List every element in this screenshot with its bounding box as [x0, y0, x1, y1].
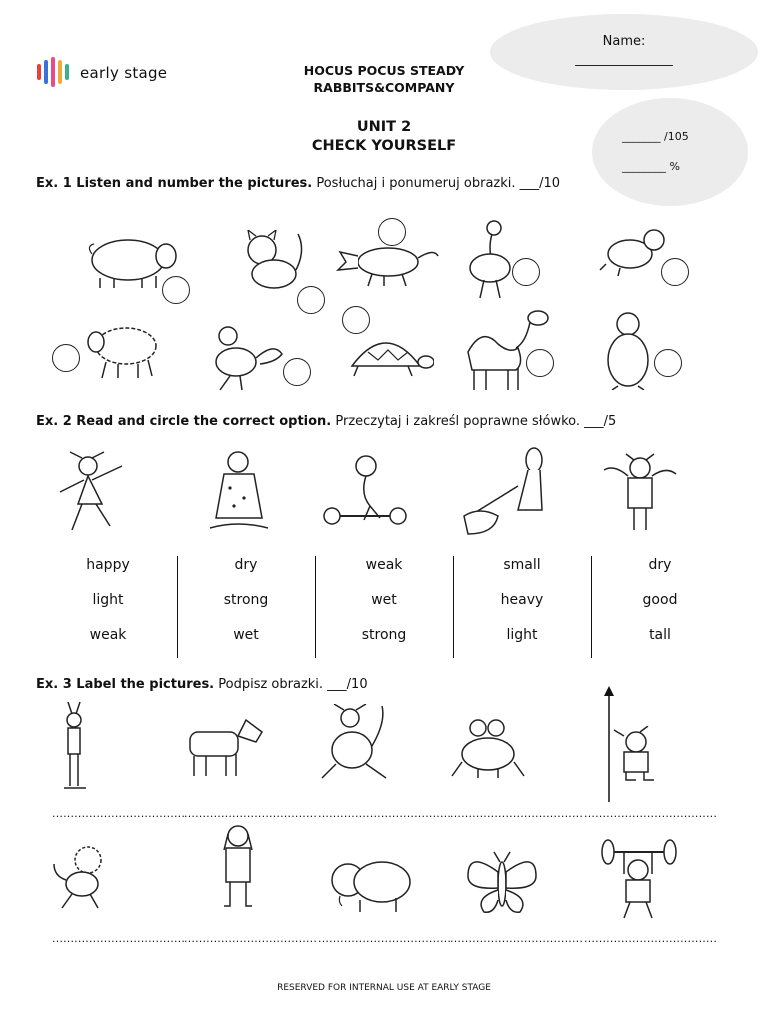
- ex2-options-col3: [319, 553, 449, 658]
- ex2-options-col1: [43, 553, 173, 658]
- option-word[interactable]: heavy: [500, 592, 544, 608]
- label-blank[interactable]: ....................................: [450, 807, 584, 820]
- logo-text: early stage: [80, 64, 168, 82]
- column-divider: [591, 556, 592, 658]
- unit-label: UNIT 2: [356, 119, 412, 135]
- ex1-answer-circle[interactable]: [661, 258, 689, 286]
- ex1-answer-circle[interactable]: [526, 349, 554, 377]
- logo: [36, 56, 186, 90]
- ex1-answer-circle[interactable]: [512, 258, 540, 286]
- ex1-answer-circle[interactable]: [654, 349, 682, 377]
- lion-icon: [52, 844, 114, 910]
- label-blank[interactable]: ....................................: [318, 807, 452, 820]
- frog-icon: [448, 716, 528, 780]
- check-yourself-label: CHECK YOURSELF: [311, 138, 457, 154]
- cat-icon: [238, 230, 308, 292]
- girl-rain-icon: [204, 448, 274, 532]
- turtle-icon: [338, 330, 434, 382]
- ex1-answer-circle[interactable]: [52, 344, 80, 372]
- strongman-icon: [598, 836, 680, 920]
- option-word[interactable]: tall: [649, 627, 671, 643]
- option-word[interactable]: light: [92, 592, 124, 608]
- option-word[interactable]: strong: [361, 627, 407, 643]
- option-word[interactable]: wet: [233, 627, 259, 643]
- ex3-title: [36, 677, 368, 692]
- ex1-title: [36, 176, 560, 191]
- ex1-title-bold: Ex. 1 Listen and number the pictures.: [36, 176, 313, 191]
- rabbit-lawnmower-icon: [458, 446, 554, 542]
- butterfly-icon: [464, 850, 540, 916]
- ex3-title-rest: Podpisz obrazki. ___/10: [214, 677, 368, 692]
- ostrich-icon: [464, 218, 524, 300]
- ex1-answer-circle[interactable]: [283, 358, 311, 386]
- logo-mark-icon: [36, 56, 70, 90]
- score-total[interactable]: _______ /105: [622, 130, 689, 143]
- rabbit-weights-icon: [322, 450, 408, 532]
- footer-note: RESERVED FOR INTERNAL USE AT EARLY STAGE: [277, 983, 491, 993]
- rabbit-dancing-icon: [48, 450, 132, 534]
- option-word[interactable]: good: [642, 592, 678, 608]
- ex2-title-rest: Przeczytaj i zakreśl poprawne słówko. ___/5: [331, 414, 617, 429]
- score-percent[interactable]: ________ %: [622, 160, 680, 173]
- rabbit-fish-icon: [600, 452, 680, 532]
- option-word[interactable]: small: [503, 557, 541, 573]
- unit-title: [264, 118, 504, 156]
- ex2-title: [36, 414, 616, 429]
- ex1-answer-circle[interactable]: [297, 286, 325, 314]
- ex2-title-bold: Ex. 2 Read and circle the correct option.: [36, 414, 332, 429]
- label-blank[interactable]: ....................................: [450, 932, 584, 945]
- label-blank[interactable]: ....................................: [584, 932, 718, 945]
- book-title-line2: RABBITS&COMPANY: [313, 80, 455, 95]
- option-word[interactable]: dry: [648, 557, 672, 573]
- option-word[interactable]: weak: [89, 627, 127, 643]
- ex3-title-bold: Ex. 3 Label the pictures.: [36, 677, 215, 692]
- kangaroo-icon: [316, 704, 392, 782]
- sheep-icon: [86, 320, 162, 380]
- book-title-line1: HOCUS POCUS STEADY: [303, 63, 465, 78]
- short-rabbit-icon: [610, 726, 664, 782]
- label-blank[interactable]: ....................................: [184, 932, 318, 945]
- option-word[interactable]: happy: [86, 557, 130, 573]
- option-word[interactable]: dry: [234, 557, 258, 573]
- ex1-title-rest: Posłuchaj i ponumeruj obrazki. ___/10: [312, 176, 561, 191]
- tall-rabbit-icon: [56, 700, 92, 790]
- ex2-options-col5: [595, 553, 725, 658]
- option-word[interactable]: light: [506, 627, 538, 643]
- label-blank[interactable]: ....................................: [52, 932, 186, 945]
- book-title: [264, 62, 504, 96]
- label-blank[interactable]: ....................................: [584, 807, 718, 820]
- option-word[interactable]: weak: [365, 557, 403, 573]
- rooster-icon: [200, 322, 284, 392]
- penguin-icon: [600, 310, 656, 390]
- score-ellipse: [592, 98, 748, 206]
- ex1-answer-circle[interactable]: [162, 276, 190, 304]
- dog-tall-icon: [212, 822, 264, 910]
- ex1-answer-circle[interactable]: [378, 218, 406, 246]
- label-blank[interactable]: ....................................: [318, 932, 452, 945]
- column-divider: [315, 556, 316, 658]
- label-blank[interactable]: ....................................: [184, 807, 318, 820]
- bear-crying-icon: [326, 852, 414, 914]
- column-divider: [453, 556, 454, 658]
- name-label: Name:: [602, 34, 646, 49]
- ex2-options-col4: [457, 553, 587, 658]
- column-divider: [177, 556, 178, 658]
- option-word[interactable]: wet: [371, 592, 397, 608]
- horse-icon: [180, 712, 264, 778]
- ex2-options-col2: [181, 553, 311, 658]
- label-blank[interactable]: ....................................: [52, 807, 186, 820]
- option-word[interactable]: strong: [223, 592, 269, 608]
- name-field[interactable]: _______________: [575, 52, 673, 67]
